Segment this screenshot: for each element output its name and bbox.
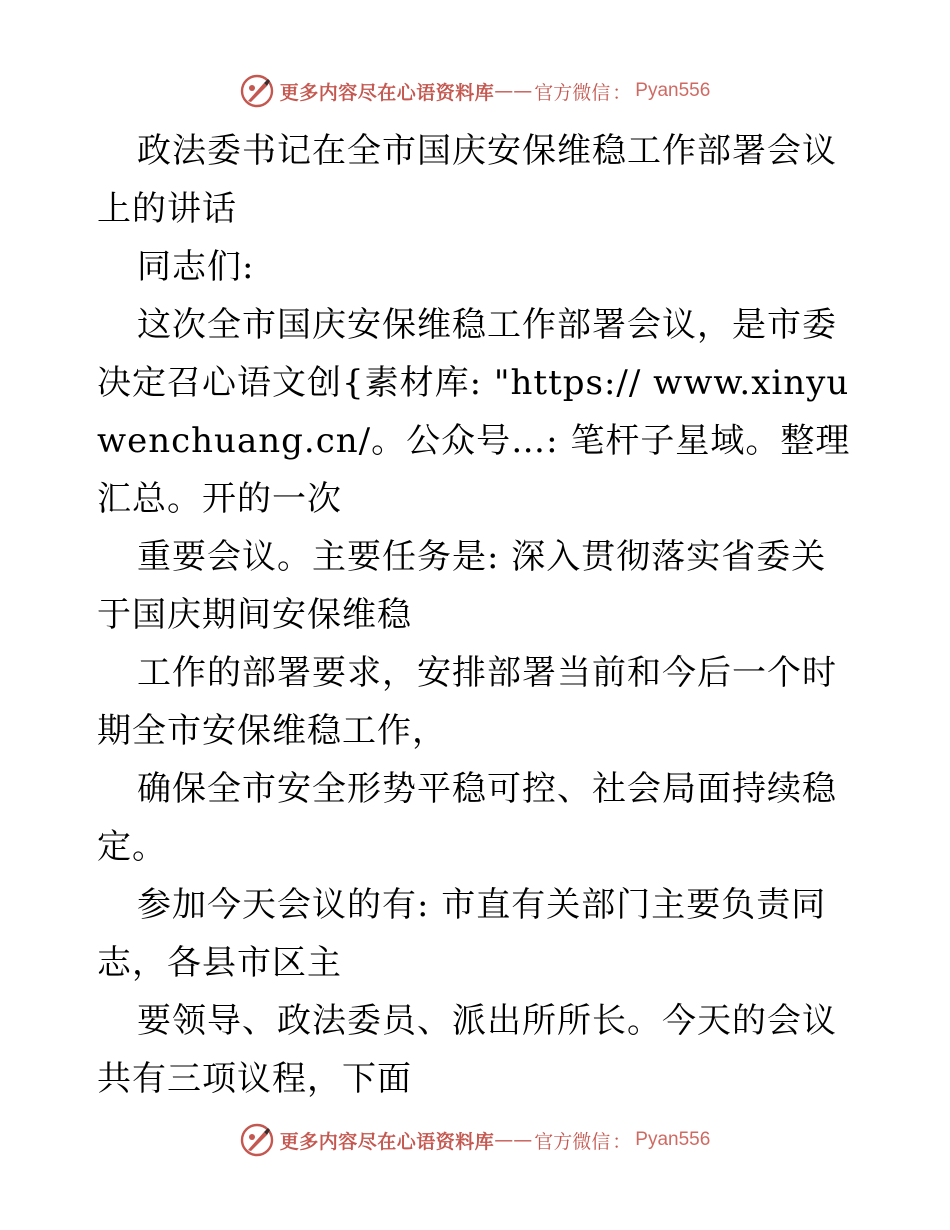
banner-colon: ： xyxy=(612,1130,632,1153)
body-paragraph: 这次全市国庆安保维稳工作部署会议，是市委决定召心语文创{素材库: "https:// www.xinyuwenchuang.cn/。公众号…: 笔杆子星域。整理汇总。开的一次 xyxy=(97,305,851,519)
body-paragraph: 要领导、政法委员、派出所所长。今天的会议共有三项议程，下面 xyxy=(97,1001,837,1099)
body-paragraph: 重要会议。主要任务是: 深入贯彻落实省委关于国庆期间安保维稳 xyxy=(97,537,827,635)
salutation: 同志们: xyxy=(137,247,255,287)
banner-wechat-id: Pyan556 xyxy=(635,80,711,101)
banner-site-text: 更多内容尽在心语资料库 xyxy=(279,1130,495,1153)
banner-dash: —— xyxy=(494,1129,533,1151)
banner-colon: ： xyxy=(612,81,632,104)
footer-banner xyxy=(0,1120,950,1160)
banner-wechat-label: 官方微信 xyxy=(534,81,611,104)
body-paragraph: 工作的部署要求，安排部署当前和今后一个时期全市安保维稳工作， xyxy=(97,653,837,751)
banner-dash: —— xyxy=(494,80,533,102)
banner-wechat-id: Pyan556 xyxy=(635,1129,711,1150)
document-title: 政法委书记在全市国庆安保维稳工作部署会议上的讲话 xyxy=(97,131,837,229)
quill-logo-icon xyxy=(240,74,274,108)
header-banner xyxy=(0,71,950,111)
quill-logo-icon xyxy=(240,1123,274,1157)
body-paragraph: 确保全市安全形势平稳可控、社会局面持续稳定。 xyxy=(97,769,837,867)
banner-wechat-label: 官方微信 xyxy=(534,1130,611,1153)
document-body xyxy=(97,122,857,1108)
banner-site-text: 更多内容尽在心语资料库 xyxy=(279,81,495,104)
body-paragraph: 参加今天会议的有: 市直有关部门主要负责同志，各县市区主 xyxy=(97,885,827,983)
